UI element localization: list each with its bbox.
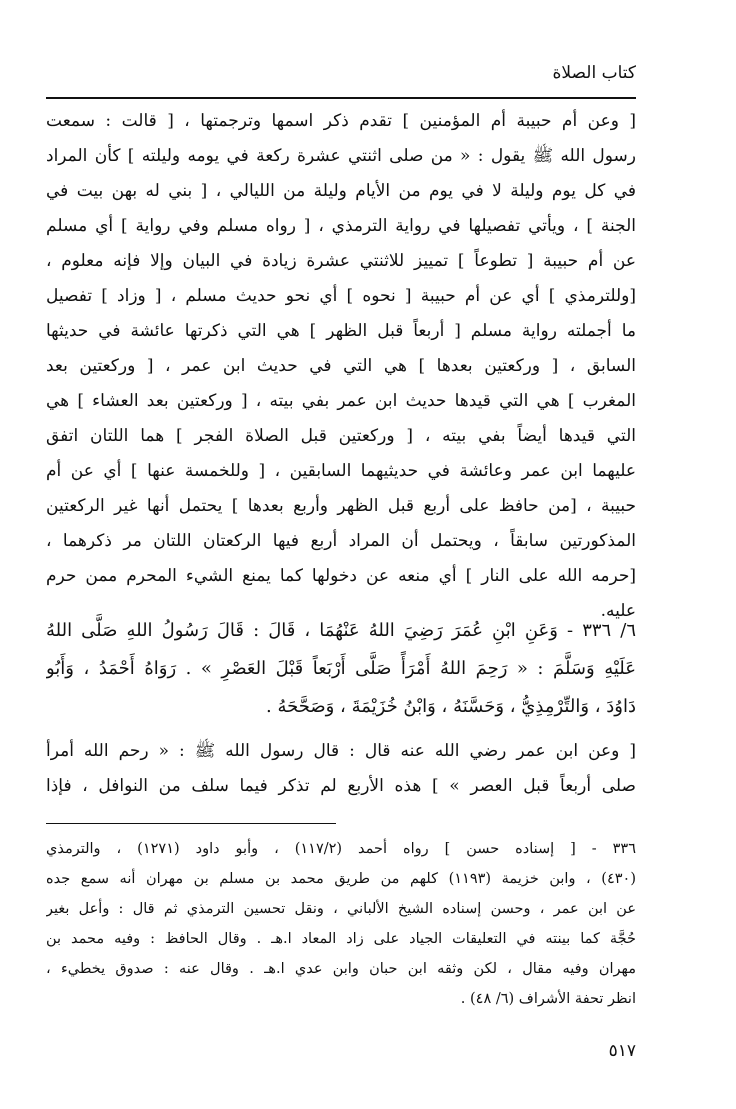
- text-line: رسول الله ﷺ يقول : « من صلى اثنتي عشرة ركعة في يومه وليلته ] كأن المراد: [46, 146, 636, 166]
- text-line: [وللترمذي ] أي عن أم حبيبة [ نحوه ] أي نحو حديث مسلم ، [ وزاد ] تفصيل: [46, 286, 636, 306]
- hadith-line: ٦/ ٣٣٦ - وَعَنِ ابْنِ عُمَرَ رَضِيَ اللهُ عَنْهُمَا ، قَالَ : قَالَ رَسُولُ اللهِ صَلَّى اللهُ: [46, 620, 636, 641]
- hadith-block: [46, 612, 636, 726]
- text-line: في كل يوم وليلة لا في يوم من الأيام وليلة من الليالي ، [ بني له بهن بيت في: [46, 181, 636, 201]
- text-line: عن أم حبيبة [ تطوعاً ] تمييز للاثنتي عشرة زيادة في البيان وإلا فإنه معلوم ،: [46, 251, 636, 271]
- text-line: الجنة ] ، ويأتي تفصيلها في رواية الترمذي ، [ رواه مسلم وفي رواية ] أي مسلم: [46, 216, 636, 236]
- text-line: [ وعن ابن عمر رضي الله عنه قال : قال رسول الله ﷺ : « رحم الله أمرأ: [46, 741, 636, 761]
- footnote-block: [46, 834, 636, 1014]
- footnote-line: انظر تحفة الأشراف (٦/ ٤٨) .: [460, 991, 636, 1007]
- text-line: [حرمه الله على النار ] أي منعه عن دخولها كما يمنع الشيء المحرم ممن حرم: [46, 566, 636, 586]
- text-line: السابق ، [ وركعتين بعدها ] هي التي في حديث ابن عمر ، [ وركعتين بعد: [46, 356, 636, 376]
- text-line: [ وعن أم حبيبة أم المؤمنين ] تقدم ذكر اسمها وترجمتها ، [ قالت : سمعت: [46, 111, 636, 131]
- hadith-line: عَلَيْهِ وَسَلَّمَ : « رَحِمَ اللهُ أَمْرَأً صَلَّى أَرْبَعاً قَبْلَ العَصْرِ » . رَوَاهُ أَحْمَدُ ، وَأَبُو: [46, 658, 636, 679]
- text-line: المذكورتين سابقاً ، ويحتمل أن المراد أربع فيها الركعتان اللتان مر ذكرهما ،: [46, 531, 636, 551]
- text-line: المغرب ] هي التي قيدها حديث ابن عمر بفي بيته ، [ وركعتين بعد العشاء ] هي: [46, 391, 636, 411]
- hadith-line: دَاوُدَ ، وَالتِّرْمِذِيُّ ، وَحَسَّنَهُ ، وَابْنُ خُزَيْمَةَ ، وَصَحَّحَهُ .: [266, 696, 636, 717]
- commentary-paragraph-1: [46, 104, 636, 629]
- footnote-line: حُجَّة كما بينته في التعليقات الجياد على زاد المعاد ا.هـ . وقال الحافظ : وفيه محمد بن: [46, 931, 636, 947]
- footnote-line: (٤٣٠) ، وابن خزيمة (١١٩٣) كلهم من طريق محمد بن مسلم بن مهران أنه سمع جده: [46, 871, 636, 887]
- running-header-title: كتاب الصلاة: [552, 63, 636, 83]
- page-number: ٥١٧: [608, 1041, 636, 1061]
- text-line: صلى أربعاً قبل العصر » ] هذه الأربع لم تذكر فيما سلف من النوافل ، فإذا: [46, 776, 636, 796]
- text-line: حبيبة ، [من حافظ على أربع قبل الظهر وأربع بعدها ] يحتمل أنها غير الركعتين: [46, 496, 636, 516]
- commentary-paragraph-2: [46, 734, 636, 804]
- text-line: عليه.: [600, 601, 636, 621]
- header-rule: [46, 97, 636, 99]
- text-line: التي قيدها أيضاً بفي بيته ، [ وركعتين قبل الصلاة الفجر ] هما اللتان اتفق: [46, 426, 636, 446]
- footnote-line: عن ابن عمر ، وحسن إسناده الشيخ الألباني ، ونقل تحسين الترمذي ثم قال : وأعل بغير: [46, 901, 636, 917]
- footnote-line: ٣٣٦ - [ إسناده حسن ] رواه أحمد (١١٧/٢) ، وأبو داود (١٢٧١) ، والترمذي: [46, 841, 636, 857]
- text-line: ما أجملته رواية مسلم [ أربعاً قبل الظهر ] هي التي ذكرتها عائشة في حديثها: [46, 321, 636, 341]
- footnote-line: مهران وفيه مقال ، لكن وثقه ابن حبان وابن عدي ا.هـ . وقال عنه : صدوق يخطيء ،: [46, 961, 636, 977]
- text-line: عليهما ابن عمر وعائشة في حديثيهما السابقين ، [ وللخمسة عنها ] أي عن أم: [46, 461, 636, 481]
- footnote-separator: [46, 823, 336, 824]
